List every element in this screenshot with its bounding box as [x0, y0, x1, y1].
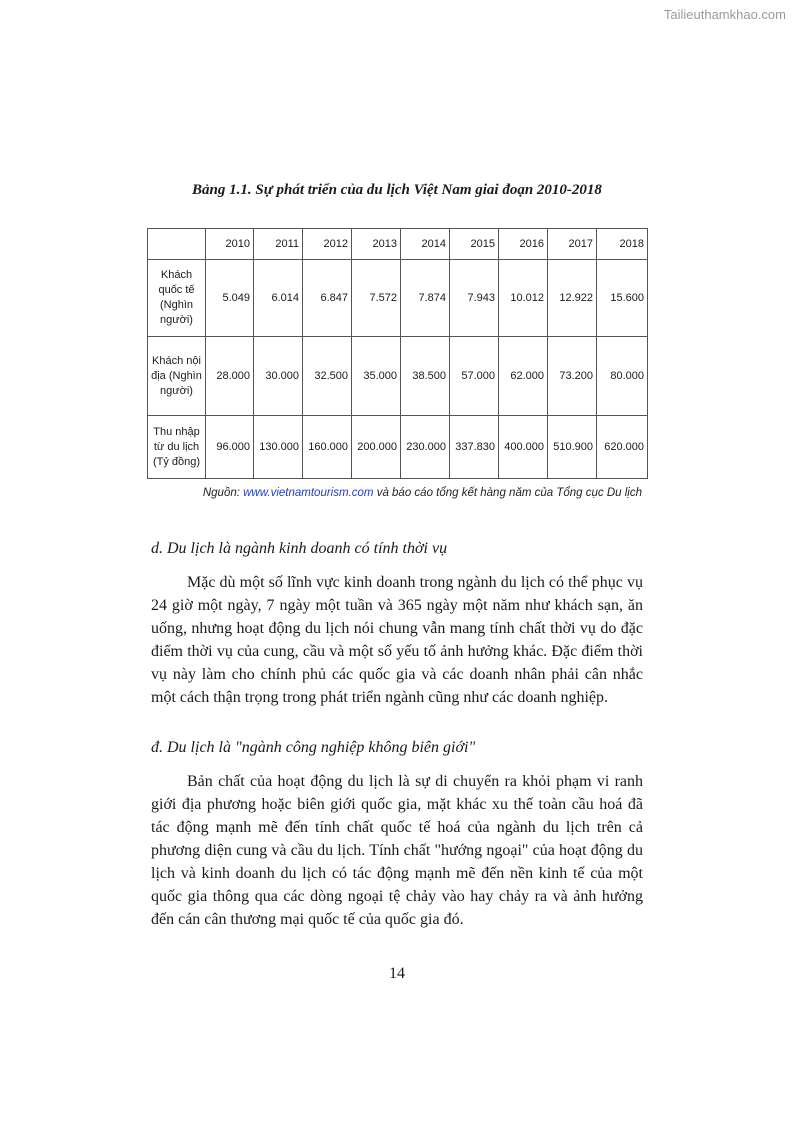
value-cell: 7.943	[450, 260, 499, 337]
year-cell: 2012	[303, 229, 352, 260]
row-label: Thu nhập từ du lịch (Tỷ đồng)	[148, 416, 206, 479]
year-cell: 2015	[450, 229, 499, 260]
source-suffix: và báo cáo tổng kết hàng năm của Tổng cục Du lịch	[373, 487, 642, 499]
value-cell: 57.000	[450, 337, 499, 416]
table-header-row	[148, 229, 648, 260]
value-cell: 5.049	[206, 260, 254, 337]
section-dd-heading: đ. Du lịch là "ngành công nghiệp không biên giới"	[151, 739, 476, 756]
value-cell: 130.000	[254, 416, 303, 479]
value-cell: 80.000	[597, 337, 648, 416]
table-row	[148, 260, 648, 337]
value-cell: 200.000	[352, 416, 401, 479]
value-cell: 230.000	[401, 416, 450, 479]
value-cell: 7.572	[352, 260, 401, 337]
row-label: Khách quốc tế (Nghìn người)	[148, 260, 206, 337]
value-cell: 38.500	[401, 337, 450, 416]
row-label: Khách nội địa (Nghìn người)	[148, 337, 206, 416]
section-d-heading: d. Du lịch là ngành kinh doanh có tính thời vụ	[151, 540, 448, 557]
value-cell: 337.830	[450, 416, 499, 479]
year-cell: 2010	[206, 229, 254, 260]
year-cell: 2016	[499, 229, 548, 260]
section-dd-body	[151, 770, 643, 931]
empty-corner-cell	[148, 229, 206, 260]
year-cell: 2018	[597, 229, 648, 260]
value-cell: 6.014	[254, 260, 303, 337]
value-cell: 400.000	[499, 416, 548, 479]
value-cell: 12.922	[548, 260, 597, 337]
year-cell: 2014	[401, 229, 450, 260]
section-dd-paragraph: Bản chất của hoạt động du lịch là sự di chuyển ra khỏi phạm vi ranh giới địa phương hoặc biên giới quốc gia, mặt khác xu thế toàn cầu hoá đã tác động mạnh mẽ đến tính chất quốc tế hoá của ngành du lịch trên cả phương diện cung và cầu du lịch. Tính chất "hướng ngoại" của hoạt động du lịch và kinh doanh du lịch có tác động mạnh mẽ đến nền kinh tế của một quốc gia thông qua các dòng ngoại tệ chảy vào hay chảy ra và ảnh hưởng đến cán cân thương mại quốc tế của quốc gia đó.	[151, 773, 643, 928]
tourism-table	[147, 228, 648, 479]
value-cell: 35.000	[352, 337, 401, 416]
value-cell: 160.000	[303, 416, 352, 479]
table-row	[148, 416, 648, 479]
value-cell: 73.200	[548, 337, 597, 416]
value-cell: 96.000	[206, 416, 254, 479]
table-source-note	[203, 487, 642, 499]
value-cell: 28.000	[206, 337, 254, 416]
value-cell: 30.000	[254, 337, 303, 416]
year-cell: 2017	[548, 229, 597, 260]
value-cell: 6.847	[303, 260, 352, 337]
source-prefix: Nguồn:	[202, 487, 244, 499]
value-cell: 10.012	[499, 260, 548, 337]
section-d-paragraph: Mặc dù một số lĩnh vực kinh doanh trong ngành du lịch có thể phục vụ 24 giờ một ngày, 7 ngày một tuần và 365 ngày một năm như khách sạn, ăn uống, nhưng hoạt động du lịch nói chung vẫn mang tính chất thời vụ do đặc điểm thời vụ của cung, cầu và một số yếu tố ảnh hưởng khác. Đặc điểm thời vụ này làm cho chính phủ các quốc gia và các doanh nhân phải cân nhắc một cách thận trọng trong phát triển ngành cũng như các doanh nghiệp.	[151, 574, 643, 706]
value-cell: 62.000	[499, 337, 548, 416]
value-cell: 510.900	[548, 416, 597, 479]
table-row	[148, 337, 648, 416]
year-cell: 2013	[352, 229, 401, 260]
value-cell: 32.500	[303, 337, 352, 416]
value-cell: 7.874	[401, 260, 450, 337]
watermark: Tailieuthamkhao.com	[663, 7, 786, 22]
table-caption: Bảng 1.1. Sự phát triển của du lịch Việt Nam giai đoạn 2010-2018	[192, 182, 602, 198]
value-cell: 15.600	[597, 260, 648, 337]
section-d-body	[151, 571, 643, 709]
source-link[interactable]: www.vietnamtourism.com	[243, 487, 374, 499]
value-cell: 620.000	[597, 416, 648, 479]
page-number: 14	[389, 965, 405, 982]
year-cell: 2011	[254, 229, 303, 260]
